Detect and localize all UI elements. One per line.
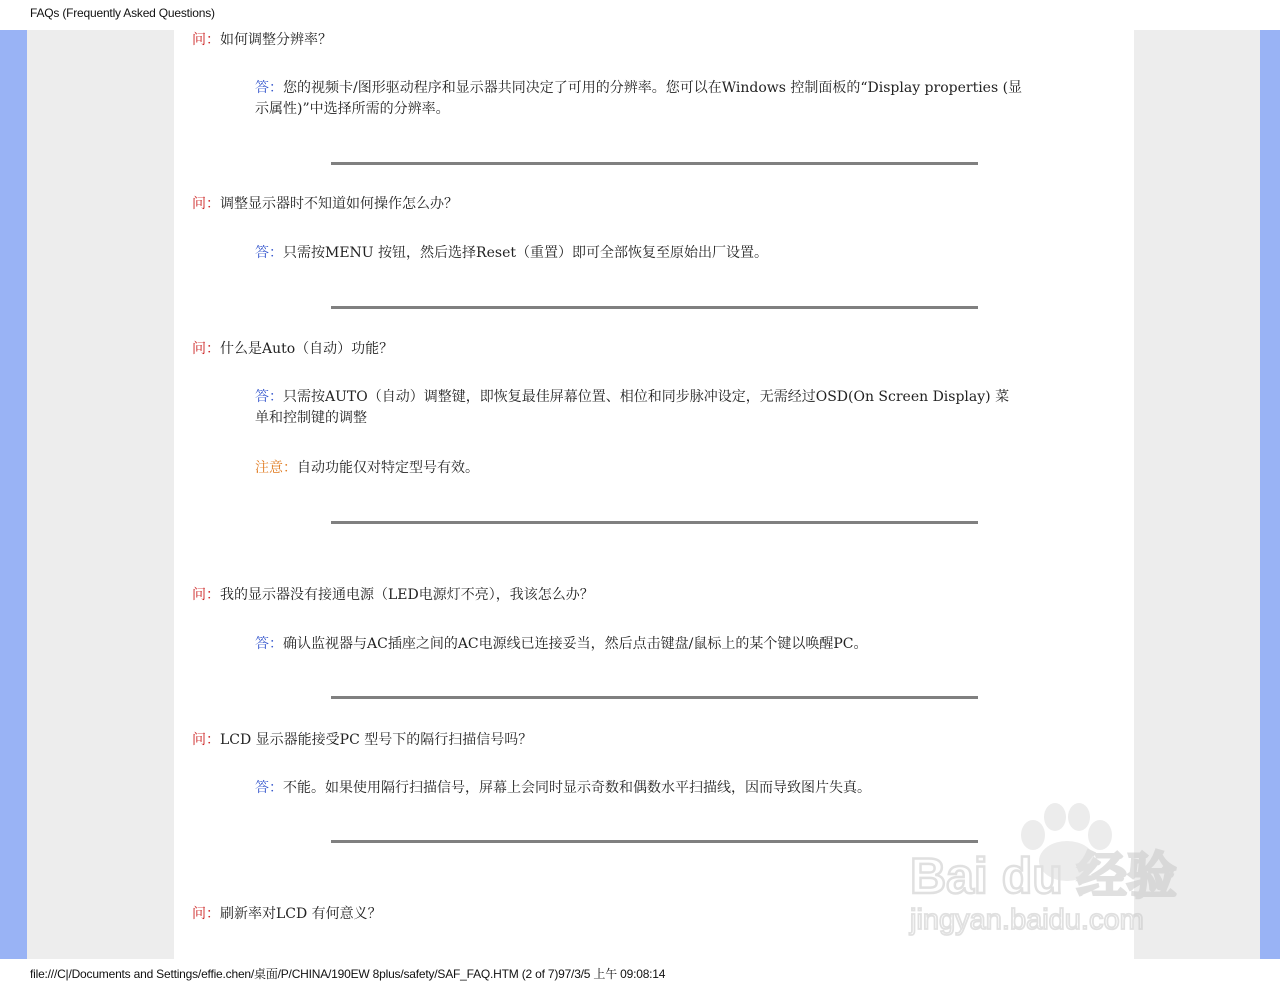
faq-question [192, 729, 532, 749]
faq-note [255, 458, 1045, 479]
section-divider [331, 696, 978, 699]
question-label: 问： [192, 587, 220, 603]
faq-question [192, 193, 458, 213]
question-label: 问： [192, 732, 220, 748]
question-label: 问： [192, 906, 220, 922]
question-text: 如何调整分辨率？ [220, 32, 332, 48]
answer-text: 只需按MENU 按钮，然后选择Reset（重置）即可全部恢复至原始出厂设置。 [283, 245, 768, 261]
answer-label: 答： [255, 636, 283, 652]
faq-answer [255, 243, 1045, 264]
answer-label: 答： [255, 389, 283, 405]
answer-label: 答： [255, 245, 283, 261]
answer-text: 您的视频卡/图形驱动程序和显示器共同决定了可用的分辨率。您可以在Windows 控制面板的“Display properties (显示属性)”中选择所需的分辨率。 [255, 80, 1023, 117]
answer-label: 答： [255, 780, 283, 796]
left-grey-margin [27, 30, 174, 959]
question-label: 问： [192, 196, 220, 212]
baidu-jingyan-watermark [905, 795, 1205, 945]
watermark-brand: Bai du 经验 [910, 848, 1177, 904]
left-blue-frame [0, 30, 27, 959]
question-text: 调整显示器时不知道如何操作怎么办？ [220, 196, 458, 212]
right-blue-frame [1260, 30, 1280, 959]
section-divider [331, 162, 978, 165]
question-label: 问： [192, 341, 220, 357]
question-text: LCD 显示器能接受PC 型号下的隔行扫描信号吗？ [220, 732, 533, 748]
print-footer-path: file:///C|/Documents and Settings/effie.chen/桌面/P/CHINA/190EW 8plus/safety/SAF_FAQ.HTM (2 of 7)97/3/5 上午 09:08:14 [30, 967, 666, 981]
faq-answer [255, 78, 1035, 120]
note-text: 自动功能仅对特定型号有效。 [297, 460, 479, 476]
question-text: 什么是Auto（自动）功能？ [220, 341, 394, 357]
answer-label: 答： [255, 80, 283, 96]
faq-answer [255, 387, 1015, 429]
note-label: 注意： [255, 460, 297, 476]
print-header-title: FAQs (Frequently Asked Questions) [30, 6, 215, 20]
question-text: 我的显示器没有接通电源（LED电源灯不亮），我该怎么办？ [220, 587, 594, 603]
faq-answer [255, 634, 1045, 655]
answer-text: 只需按AUTO（自动）调整键，即恢复最佳屏幕位置、相位和同步脉冲设定，无需经过OSD(On Screen Display) 菜单和控制键的调整 [255, 389, 1010, 426]
faq-question [192, 338, 393, 358]
question-label: 问： [192, 32, 220, 48]
answer-text: 不能。如果使用隔行扫描信号，屏幕上会同时显示奇数和偶数水平扫描线，因而导致图片失真。 [283, 780, 871, 796]
section-divider [331, 521, 978, 524]
faq-question [192, 584, 594, 604]
faq-question [192, 903, 382, 923]
question-text: 刷新率对LCD 有何意义？ [220, 906, 382, 922]
paw-logo-icon [905, 795, 1205, 945]
answer-text: 确认监视器与AC插座之间的AC电源线已连接妥当，然后点击键盘/鼠标上的某个键以唤醒PC。 [283, 636, 868, 652]
watermark-url: jingyan.baidu.com [910, 904, 1144, 936]
section-divider [331, 840, 978, 843]
section-divider [331, 306, 978, 309]
faq-question [192, 29, 332, 49]
